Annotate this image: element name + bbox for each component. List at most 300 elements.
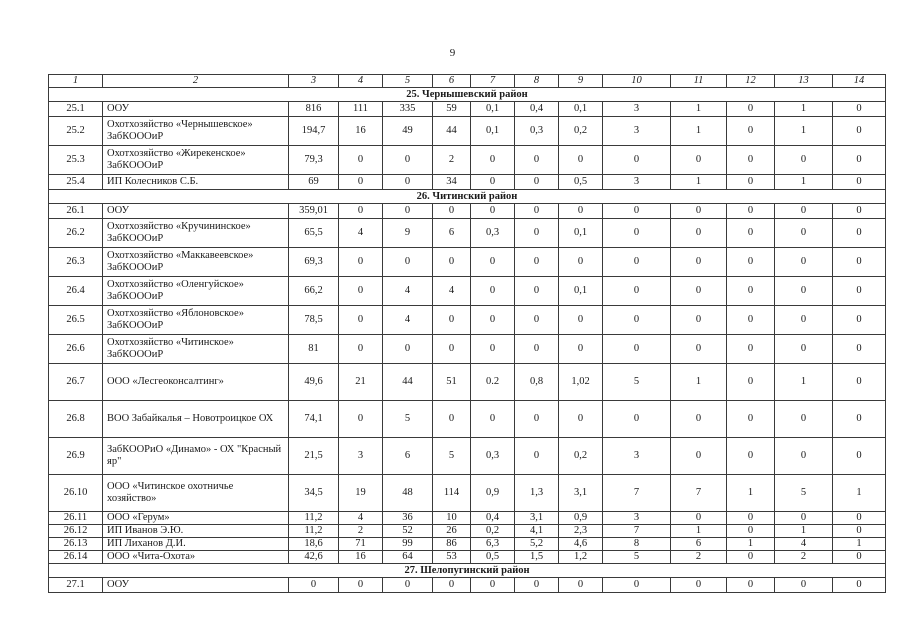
value-cell: 816: [289, 102, 339, 117]
value-cell: 0,9: [559, 512, 603, 525]
row-number-cell: 26.6: [49, 335, 103, 364]
value-cell: 2: [671, 551, 727, 564]
section-header-row: [49, 564, 886, 578]
table-row: [49, 401, 886, 438]
organization-name-cell: ЗабКООРиО «Динамо» - ОХ "Красный яр": [103, 438, 289, 475]
value-cell: 0: [775, 306, 833, 335]
value-cell: 0: [833, 219, 886, 248]
table-row: [49, 512, 886, 525]
table-row: [49, 204, 886, 219]
table-row: [49, 306, 886, 335]
value-cell: 66,2: [289, 277, 339, 306]
value-cell: 16: [339, 117, 383, 146]
value-cell: 0: [559, 204, 603, 219]
table-row: [49, 551, 886, 564]
value-cell: 194,7: [289, 117, 339, 146]
table-row: [49, 525, 886, 538]
value-cell: 0: [603, 219, 671, 248]
value-cell: 0,1: [559, 219, 603, 248]
value-cell: 36: [383, 512, 433, 525]
value-cell: 0,5: [559, 175, 603, 190]
value-cell: 0: [433, 306, 471, 335]
value-cell: 5,2: [515, 538, 559, 551]
value-cell: 0: [727, 175, 775, 190]
value-cell: 0: [671, 248, 727, 277]
value-cell: 0: [833, 438, 886, 475]
value-cell: 0: [471, 335, 515, 364]
value-cell: 59: [433, 102, 471, 117]
value-cell: 2: [775, 551, 833, 564]
value-cell: 0: [603, 277, 671, 306]
value-cell: 1: [833, 538, 886, 551]
value-cell: 7: [603, 525, 671, 538]
value-cell: 0: [383, 204, 433, 219]
organization-name-cell: ООУ: [103, 578, 289, 593]
row-number-cell: 26.5: [49, 306, 103, 335]
organization-name-cell: ООО «Чита-Охота»: [103, 551, 289, 564]
value-cell: 11,2: [289, 512, 339, 525]
value-cell: 0: [775, 219, 833, 248]
organization-name-cell: Охотхозяйство «Яблоновское» ЗабКОООиР: [103, 306, 289, 335]
value-cell: 0: [471, 204, 515, 219]
value-cell: 49,6: [289, 364, 339, 401]
value-cell: 0: [775, 512, 833, 525]
column-number: 2: [103, 75, 289, 88]
value-cell: 79,3: [289, 146, 339, 175]
value-cell: 0: [671, 438, 727, 475]
value-cell: 0: [727, 277, 775, 306]
value-cell: 0: [339, 335, 383, 364]
column-number: 5: [383, 75, 433, 88]
column-number: 8: [515, 75, 559, 88]
value-cell: 0: [515, 277, 559, 306]
value-cell: 0: [515, 219, 559, 248]
value-cell: 4: [775, 538, 833, 551]
value-cell: 0: [833, 146, 886, 175]
organization-name-cell: ООУ: [103, 204, 289, 219]
value-cell: 52: [383, 525, 433, 538]
value-cell: 0: [727, 102, 775, 117]
table-row: [49, 175, 886, 190]
table-row: [49, 219, 886, 248]
value-cell: 0: [383, 335, 433, 364]
value-cell: 0: [671, 578, 727, 593]
row-number-cell: 26.1: [49, 204, 103, 219]
column-number: 3: [289, 75, 339, 88]
value-cell: 4: [433, 277, 471, 306]
value-cell: 0: [775, 335, 833, 364]
value-cell: 0: [515, 578, 559, 593]
value-cell: 0: [515, 438, 559, 475]
value-cell: 0: [671, 277, 727, 306]
value-cell: 0: [383, 146, 433, 175]
value-cell: 0: [833, 551, 886, 564]
value-cell: 0: [515, 335, 559, 364]
value-cell: 0,3: [471, 438, 515, 475]
value-cell: 21,5: [289, 438, 339, 475]
organization-name-cell: ИП Лиханов Д.И.: [103, 538, 289, 551]
row-number-cell: 26.10: [49, 475, 103, 512]
value-cell: 2,3: [559, 525, 603, 538]
value-cell: 0: [727, 438, 775, 475]
value-cell: 0,1: [471, 102, 515, 117]
value-cell: 6: [383, 438, 433, 475]
value-cell: 0: [775, 248, 833, 277]
value-cell: 81: [289, 335, 339, 364]
value-cell: 0: [727, 117, 775, 146]
value-cell: 0: [471, 401, 515, 438]
value-cell: 0: [833, 248, 886, 277]
row-number-cell: 26.12: [49, 525, 103, 538]
row-number-cell: 26.8: [49, 401, 103, 438]
value-cell: 34: [433, 175, 471, 190]
value-cell: 5: [603, 551, 671, 564]
value-cell: 4: [339, 219, 383, 248]
column-number: 1: [49, 75, 103, 88]
value-cell: 11,2: [289, 525, 339, 538]
value-cell: 0: [603, 335, 671, 364]
row-number-cell: 26.2: [49, 219, 103, 248]
organization-name-cell: ВОО Забайкалья – Новотроицкое ОХ: [103, 401, 289, 438]
value-cell: 0,1: [559, 277, 603, 306]
value-cell: 0: [339, 204, 383, 219]
column-number: 12: [727, 75, 775, 88]
value-cell: 1,3: [515, 475, 559, 512]
value-cell: 0: [559, 248, 603, 277]
table-row: [49, 578, 886, 593]
table-row: [49, 102, 886, 117]
value-cell: 0,8: [515, 364, 559, 401]
value-cell: 1,02: [559, 364, 603, 401]
section-header-row: [49, 88, 886, 102]
value-cell: 42,6: [289, 551, 339, 564]
value-cell: 0: [603, 578, 671, 593]
column-number: 6: [433, 75, 471, 88]
value-cell: 1: [671, 364, 727, 401]
column-number: 9: [559, 75, 603, 88]
value-cell: 0: [383, 248, 433, 277]
value-cell: 0,1: [559, 102, 603, 117]
row-number-cell: 26.3: [49, 248, 103, 277]
value-cell: 0: [559, 401, 603, 438]
value-cell: 0: [833, 512, 886, 525]
value-cell: 1: [671, 525, 727, 538]
value-cell: 0: [339, 248, 383, 277]
value-cell: 19: [339, 475, 383, 512]
value-cell: 0: [471, 146, 515, 175]
value-cell: 6: [433, 219, 471, 248]
row-number-cell: 26.9: [49, 438, 103, 475]
value-cell: 1: [775, 102, 833, 117]
value-cell: 0: [833, 175, 886, 190]
value-cell: 4,1: [515, 525, 559, 538]
value-cell: 0: [775, 401, 833, 438]
table-row: [49, 248, 886, 277]
value-cell: 0: [775, 204, 833, 219]
value-cell: 0: [515, 306, 559, 335]
value-cell: 8: [603, 538, 671, 551]
value-cell: 0: [339, 277, 383, 306]
column-number: 10: [603, 75, 671, 88]
table-row: [49, 438, 886, 475]
value-cell: 53: [433, 551, 471, 564]
value-cell: 34,5: [289, 475, 339, 512]
value-cell: 0: [727, 401, 775, 438]
hunting-grounds-table: [48, 74, 886, 593]
row-number-cell: 25.2: [49, 117, 103, 146]
value-cell: 3: [339, 438, 383, 475]
value-cell: 5: [383, 401, 433, 438]
value-cell: 0: [603, 248, 671, 277]
value-cell: 1: [775, 525, 833, 538]
value-cell: 99: [383, 538, 433, 551]
value-cell: 3: [603, 438, 671, 475]
organization-name-cell: ООУ: [103, 102, 289, 117]
page-number: 9: [449, 47, 456, 59]
value-cell: 64: [383, 551, 433, 564]
value-cell: 7: [603, 475, 671, 512]
value-cell: 0,4: [471, 512, 515, 525]
table-row: [49, 538, 886, 551]
value-cell: 0: [727, 364, 775, 401]
value-cell: 3: [603, 117, 671, 146]
table-row: [49, 335, 886, 364]
value-cell: 4: [339, 512, 383, 525]
value-cell: 1: [775, 364, 833, 401]
value-cell: 5: [603, 364, 671, 401]
value-cell: 335: [383, 102, 433, 117]
value-cell: 69,3: [289, 248, 339, 277]
value-cell: 0: [727, 248, 775, 277]
value-cell: 3: [603, 175, 671, 190]
value-cell: 0: [833, 335, 886, 364]
value-cell: 0: [433, 248, 471, 277]
section-header-row: [49, 190, 886, 204]
value-cell: 0: [471, 578, 515, 593]
row-number-cell: 26.11: [49, 512, 103, 525]
value-cell: 0: [727, 146, 775, 175]
value-cell: 0: [603, 306, 671, 335]
value-cell: 1: [775, 117, 833, 146]
table-row: [49, 277, 886, 306]
value-cell: 4,6: [559, 538, 603, 551]
value-cell: 9: [383, 219, 433, 248]
table-row: [49, 146, 886, 175]
value-cell: 114: [433, 475, 471, 512]
value-cell: 0: [383, 175, 433, 190]
value-cell: 0: [471, 277, 515, 306]
value-cell: 0.2: [471, 364, 515, 401]
value-cell: 44: [383, 364, 433, 401]
organization-name-cell: Охотхозяйство «Кручининское» ЗабКОООиР: [103, 219, 289, 248]
value-cell: 71: [339, 538, 383, 551]
section-title: 26. Читинский район: [49, 190, 886, 204]
value-cell: 0: [471, 306, 515, 335]
value-cell: 0,2: [559, 117, 603, 146]
value-cell: 86: [433, 538, 471, 551]
organization-name-cell: ИП Колесников С.Б.: [103, 175, 289, 190]
value-cell: 0: [515, 146, 559, 175]
value-cell: 0,3: [471, 219, 515, 248]
column-number: 7: [471, 75, 515, 88]
value-cell: 0: [515, 248, 559, 277]
value-cell: 0: [671, 306, 727, 335]
value-cell: 0: [775, 277, 833, 306]
value-cell: 0: [433, 578, 471, 593]
value-cell: 0: [671, 219, 727, 248]
value-cell: 0: [727, 578, 775, 593]
value-cell: 44: [433, 117, 471, 146]
row-number-cell: 26.4: [49, 277, 103, 306]
value-cell: 0: [559, 146, 603, 175]
value-cell: 0: [833, 525, 886, 538]
value-cell: 0,1: [471, 117, 515, 146]
value-cell: 10: [433, 512, 471, 525]
value-cell: 1: [671, 102, 727, 117]
table-row: [49, 475, 886, 512]
value-cell: 0: [775, 146, 833, 175]
value-cell: 69: [289, 175, 339, 190]
value-cell: 5: [433, 438, 471, 475]
value-cell: 0: [775, 578, 833, 593]
row-number-cell: 27.1: [49, 578, 103, 593]
value-cell: 0: [559, 306, 603, 335]
value-cell: 0: [833, 306, 886, 335]
value-cell: 3,1: [559, 475, 603, 512]
row-number-cell: 26.14: [49, 551, 103, 564]
value-cell: 51: [433, 364, 471, 401]
value-cell: 0: [671, 335, 727, 364]
organization-name-cell: Охотхозяйство «Маккавеевское» ЗабКОООиР: [103, 248, 289, 277]
value-cell: 0: [833, 401, 886, 438]
value-cell: 0: [727, 525, 775, 538]
value-cell: 0: [515, 401, 559, 438]
value-cell: 7: [671, 475, 727, 512]
value-cell: 78,5: [289, 306, 339, 335]
value-cell: 1: [833, 475, 886, 512]
value-cell: 1: [727, 538, 775, 551]
row-number-cell: 25.1: [49, 102, 103, 117]
value-cell: 1: [671, 117, 727, 146]
value-cell: 0: [339, 401, 383, 438]
value-cell: 359,01: [289, 204, 339, 219]
value-cell: 111: [339, 102, 383, 117]
value-cell: 0: [339, 175, 383, 190]
value-cell: 0: [727, 512, 775, 525]
value-cell: 0,2: [559, 438, 603, 475]
column-number: 4: [339, 75, 383, 88]
value-cell: 0: [515, 204, 559, 219]
organization-name-cell: Охотхозяйство «Читинское» ЗабКОООиР: [103, 335, 289, 364]
value-cell: 0: [515, 175, 559, 190]
row-number-cell: 25.3: [49, 146, 103, 175]
value-cell: 26: [433, 525, 471, 538]
value-cell: 0: [433, 335, 471, 364]
value-cell: 0: [671, 204, 727, 219]
value-cell: 0: [603, 146, 671, 175]
value-cell: 0: [727, 551, 775, 564]
value-cell: 4: [383, 306, 433, 335]
value-cell: 6,3: [471, 538, 515, 551]
value-cell: 0: [671, 146, 727, 175]
value-cell: 0: [559, 578, 603, 593]
value-cell: 0: [603, 204, 671, 219]
value-cell: 65,5: [289, 219, 339, 248]
value-cell: 0: [433, 401, 471, 438]
value-cell: 0,3: [515, 117, 559, 146]
value-cell: 18,6: [289, 538, 339, 551]
value-cell: 0,2: [471, 525, 515, 538]
value-cell: 5: [775, 475, 833, 512]
row-number-cell: 26.13: [49, 538, 103, 551]
value-cell: 1,2: [559, 551, 603, 564]
value-cell: 1: [775, 175, 833, 190]
value-cell: 0: [833, 204, 886, 219]
value-cell: 0: [833, 277, 886, 306]
value-cell: 6: [671, 538, 727, 551]
column-number: 13: [775, 75, 833, 88]
value-cell: 3,1: [515, 512, 559, 525]
value-cell: 1,5: [515, 551, 559, 564]
organization-name-cell: Охотхозяйство «Оленгуйское» ЗабКОООиР: [103, 277, 289, 306]
value-cell: 2: [433, 146, 471, 175]
value-cell: 0: [727, 306, 775, 335]
value-cell: 0: [727, 219, 775, 248]
value-cell: 48: [383, 475, 433, 512]
section-title: 27. Шелопугинский район: [49, 564, 886, 578]
value-cell: 21: [339, 364, 383, 401]
column-number-row: [49, 75, 886, 88]
section-title: 25. Чернышевский район: [49, 88, 886, 102]
value-cell: 2: [339, 525, 383, 538]
value-cell: 0,9: [471, 475, 515, 512]
value-cell: 4: [383, 277, 433, 306]
value-cell: 0: [471, 175, 515, 190]
table-row: [49, 117, 886, 146]
value-cell: 0: [471, 248, 515, 277]
value-cell: 0: [671, 512, 727, 525]
value-cell: 0: [833, 364, 886, 401]
value-cell: 0: [603, 401, 671, 438]
value-cell: 0: [559, 335, 603, 364]
column-number: 11: [671, 75, 727, 88]
value-cell: 0: [289, 578, 339, 593]
value-cell: 0: [833, 102, 886, 117]
value-cell: 16: [339, 551, 383, 564]
value-cell: 0,5: [471, 551, 515, 564]
row-number-cell: 25.4: [49, 175, 103, 190]
value-cell: 0: [727, 204, 775, 219]
value-cell: 3: [603, 102, 671, 117]
organization-name-cell: Охотхозяйство «Жирекенское» ЗабКОООиР: [103, 146, 289, 175]
organization-name-cell: ИП Иванов Э.Ю.: [103, 525, 289, 538]
organization-name-cell: ООО «Лесгеоконсалтинг»: [103, 364, 289, 401]
value-cell: 0: [433, 204, 471, 219]
value-cell: 0: [833, 578, 886, 593]
value-cell: 0: [775, 438, 833, 475]
row-number-cell: 26.7: [49, 364, 103, 401]
value-cell: 0: [833, 117, 886, 146]
value-cell: 0: [383, 578, 433, 593]
value-cell: 3: [603, 512, 671, 525]
organization-name-cell: Охотхозяйство «Чернышевское» ЗабКОООиР: [103, 117, 289, 146]
value-cell: 0: [339, 578, 383, 593]
value-cell: 0: [671, 401, 727, 438]
value-cell: 0: [727, 335, 775, 364]
value-cell: 74,1: [289, 401, 339, 438]
table-row: [49, 364, 886, 401]
value-cell: 1: [727, 475, 775, 512]
